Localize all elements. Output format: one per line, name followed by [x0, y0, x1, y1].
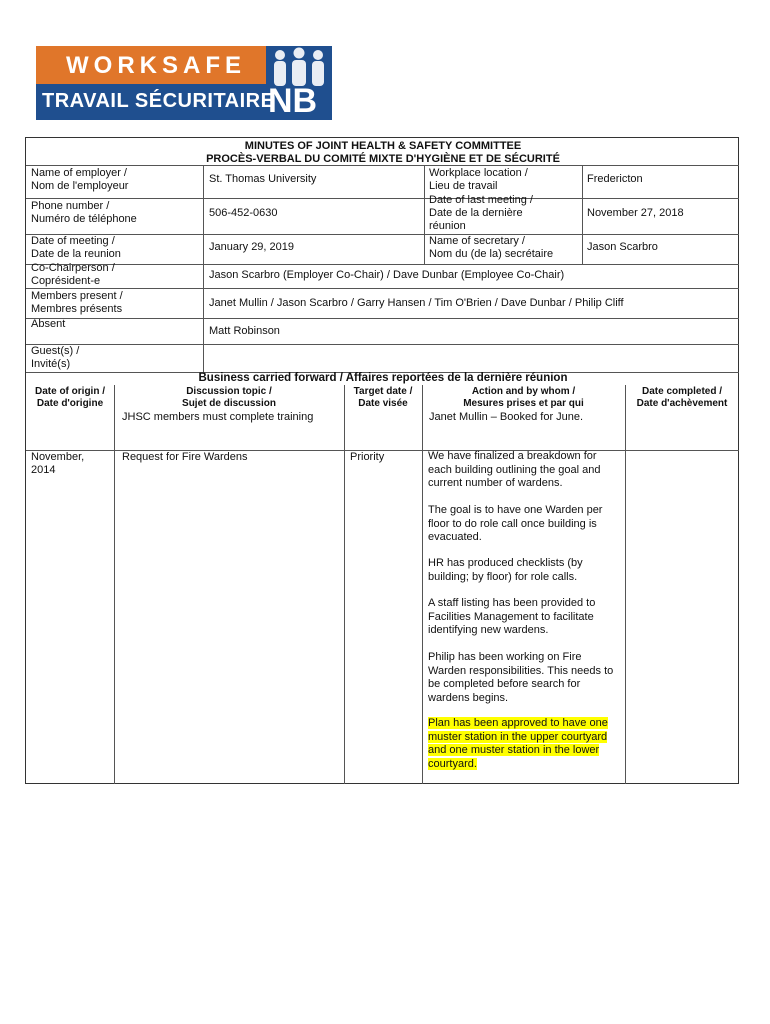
location-value: Fredericton	[587, 173, 643, 185]
absent-label: Absent	[31, 318, 66, 330]
employer-label: Name of employer / Nom de l'employeur	[31, 167, 129, 192]
phone-label: Phone number / Numéro de téléphone	[31, 200, 137, 225]
phone-value: 506-452-0630	[209, 207, 278, 219]
row2-action-para-5: Philip has been working on Fire Warden responsibilities. This needs to be completed before search for wardens begins.	[428, 651, 614, 704]
form-title-en: MINUTES OF JOINT HEALTH & SAFETY COMMITTEE	[244, 140, 522, 152]
people-silhouette-icon	[266, 46, 332, 86]
logo-text-nb: NB	[268, 82, 318, 120]
row2-action-para-1: We have finalized a breakdown for each building outlining the goal and current number of wardens.	[428, 450, 601, 489]
logo-text-worksafe: WORKSAFE	[66, 52, 246, 79]
row2-topic: Request for Fire Wardens	[122, 451, 248, 463]
col-header-topic: Discussion topic / Sujet de discussion	[182, 386, 276, 409]
meeting-date-label: Date of meeting / Date de la reunion	[31, 235, 121, 260]
minutes-form	[25, 137, 739, 784]
row2-action-para-6	[428, 717, 618, 771]
row2-action-para-2: The goal is to have one Warden per floor to do role call once building is evacuated.	[428, 504, 603, 543]
members-label: Members present / Membres présents	[31, 290, 123, 315]
meeting-date-value: January 29, 2019	[209, 241, 295, 253]
cochair-value: Jason Scarbro (Employer Co-Chair) / Dave Dunbar (Employee Co-Chair)	[209, 269, 565, 281]
location-label: Workplace location / Lieu de travail	[429, 167, 528, 192]
highlighted-text: Plan has been approved to have one muster station in the upper courtyard and one muster station in the lower courtyard.	[428, 717, 608, 770]
form-title-fr: PROCÈS-VERBAL DU COMITÉ MIXTE D'HYGIÈNE ET DE SÉCURITÉ	[206, 153, 560, 165]
col-header-completed: Date completed / Date d'achèvement	[636, 386, 728, 409]
last-meeting-value: November 27, 2018	[587, 207, 684, 219]
row2-target: Priority	[350, 451, 385, 463]
guests-label: Guest(s) / Invité(s)	[31, 345, 80, 370]
row2-origin: November, 2014	[31, 451, 85, 476]
worksafe-logo	[36, 46, 332, 120]
row1-action: Janet Mullin – Booked for June.	[429, 411, 584, 423]
col-header-action: Action and by whom / Mesures prises et par qui	[463, 386, 584, 409]
last-meeting-label: Date of last meeting / Date de la dernière réunion	[429, 194, 533, 232]
secretary-value: Jason Scarbro	[587, 241, 658, 253]
business-heading: Business carried forward / Affaires reportées de la dernière réunion	[198, 372, 568, 384]
secretary-label: Name of secretary / Nom du (de la) secrétaire	[429, 235, 554, 260]
absent-value: Matt Robinson	[209, 325, 280, 337]
employer-value: St. Thomas University	[209, 173, 317, 185]
col-header-target: Target date / Date visée	[353, 386, 413, 409]
row2-action-para-3: HR has produced checklists (by building; by floor) for role calls.	[428, 557, 583, 583]
members-value: Janet Mullin / Jason Scarbro / Garry Hansen / Tim O'Brien / Dave Dunbar / Philip Cliff	[209, 297, 624, 309]
logo-text-travail: TRAVAIL SÉCURITAIRE	[42, 90, 275, 112]
col-header-origin: Date of origin / Date d'origine	[35, 386, 105, 409]
cochair-label: Co-Chairperson / Coprésident-e	[31, 262, 115, 287]
row2-action-para-4: A staff listing has been provided to Facilities Management to facilitate identifying new wardens.	[428, 597, 596, 636]
row1-topic: JHSC members must complete training	[122, 411, 314, 423]
